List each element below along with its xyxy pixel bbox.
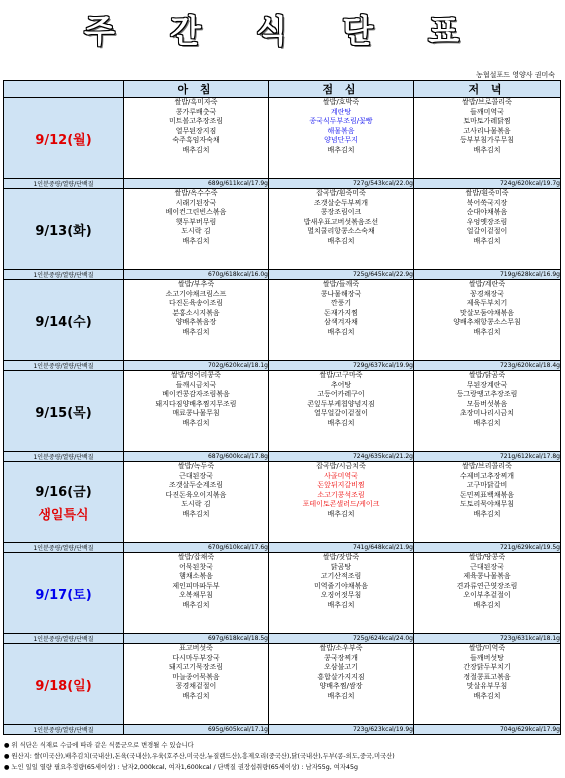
lunch-nutrition: 723g/623kcal/19.9g — [269, 725, 414, 735]
dish-item: 베이컨콩감자조림볶음 — [162, 390, 230, 399]
dish-item: 쌀밥/미역죽 — [468, 644, 506, 652]
dish-item: 미역줄기야채볶음 — [313, 581, 369, 590]
dish-item: 고등어카레구이 — [317, 390, 365, 399]
nutrition-row — [4, 634, 561, 644]
dish-item: 제육콩나물볶음 — [463, 572, 511, 581]
dish-item: 쌀밥/잣밥죽 — [322, 553, 360, 561]
dish-item: 쌀밥/멍어리콩죽 — [171, 371, 221, 379]
dinner-cell — [414, 553, 561, 634]
breakfast-nutrition: 687g/600kcal/17.8g — [124, 452, 269, 462]
dinner-cell — [414, 644, 561, 725]
dish-item: 마늘종어묵볶음 — [172, 672, 220, 681]
dish-item: 쌀밥/계란죽 — [468, 280, 506, 288]
dish-item: 다시마두부장국 — [172, 653, 220, 662]
lunch-nutrition: 741g/648kcal/21.9g — [269, 543, 414, 553]
breakfast-nutrition: 695g/605kcal/17.1g — [124, 725, 269, 735]
dish-item: 다진돈육오이지볶음 — [165, 490, 227, 499]
dish-item: 삼색겨자채 — [324, 318, 358, 327]
dish-item: 밥새우표고버섯볶음조선 — [303, 217, 379, 226]
dish-item: 배추김치 — [182, 418, 210, 427]
dish-item: 사골미역국 — [324, 471, 358, 480]
day-row — [4, 644, 561, 725]
day-cell — [4, 189, 124, 270]
dish-item: 배추김치 — [473, 327, 501, 336]
dish-item: 조갯살두순계조림 — [168, 481, 224, 490]
nutrition-row — [4, 270, 561, 280]
header-corner — [4, 81, 124, 98]
dish-item: 양념단무지 — [324, 136, 358, 145]
nutrition-row — [4, 543, 561, 553]
dish-item: 돈재가지찜 — [324, 308, 358, 317]
dish-item: 쌀밥/브리콜리죽 — [462, 462, 512, 470]
dish-item: 쌀밥/들깨죽 — [322, 280, 360, 288]
day-label: 9/18(일) — [35, 678, 92, 694]
breakfast-nutrition: 697g/618kcal/18.5g — [124, 634, 269, 644]
dish-item: 열무얼갈이겉절이 — [313, 409, 369, 418]
dish-item: 계란탕 — [330, 107, 352, 116]
dish-item: 우엉옛장조림 — [466, 217, 508, 226]
dish-item: 배추김치 — [473, 600, 501, 609]
page-title: 주 간 식 단 표 — [83, 12, 482, 50]
dish-item: 모듬버섯볶음 — [466, 399, 508, 408]
nutrition-row — [4, 179, 561, 189]
lunch-nutrition: 724g/635kcal/21.2g — [269, 452, 414, 462]
dinner-cell — [414, 98, 561, 179]
dish-item: 쌀밥/닭곰죽 — [468, 371, 506, 379]
breakfast-cell — [124, 462, 269, 543]
dish-item: 쌀밥/옥수수죽 — [174, 189, 218, 197]
dish-item: 다진돈육송이조림 — [168, 299, 224, 308]
dish-item: 쌀밥/녹두죽 — [177, 462, 215, 470]
dish-item: 근대된장국 — [179, 471, 213, 480]
dish-item: 쌀밥/브로콜리죽 — [462, 98, 512, 106]
dish-item: 양배추볶음장 — [175, 318, 217, 327]
breakfast-cell — [124, 98, 269, 179]
dish-item: 닭곰탕 — [330, 562, 352, 571]
dish-item: 제인피마파두부 — [172, 581, 220, 590]
lunch-nutrition: 725g/624kcal/24.0g — [269, 634, 414, 644]
header-lunch: 점 심 — [269, 81, 414, 98]
breakfast-nutrition: 702g/620kcal/18.1g — [124, 361, 269, 371]
dish-item: 고구마닭갈비 — [466, 481, 508, 490]
dish-item: 견과류연근엿장조림 — [456, 581, 518, 590]
dish-item: 배추김치 — [182, 600, 210, 609]
dinner-nutrition: 704g/629kcal/17.9g — [414, 725, 561, 735]
dish-item: 도토리묵야채무침 — [459, 500, 515, 509]
dish-item: 배추김치 — [327, 145, 355, 154]
lunch-nutrition: 725g/645kcal/22.9g — [269, 270, 414, 280]
dish-item: 오삼불고기 — [324, 663, 358, 672]
nutrition-row — [4, 725, 561, 735]
dish-item: 돼지다짐양배추찜지무조림 — [155, 399, 237, 408]
lunch-cell — [269, 98, 414, 179]
dinner-cell — [414, 462, 561, 543]
dish-item: 시래기된장국 — [175, 198, 217, 207]
dish-item: 쌀밥/흰죽미죽 — [465, 189, 509, 197]
dish-item: 양배추찜/쌈장 — [319, 682, 363, 691]
lunch-cell — [269, 644, 414, 725]
dinner-nutrition: 721g/612kcal/17.8g — [414, 452, 561, 462]
dish-item: 콩장조림이크 — [320, 208, 362, 217]
dish-item: 쌀밥/부추죽 — [177, 280, 215, 288]
dish-item: 배추김치 — [473, 236, 501, 245]
dish-item: 흥합살가지지짐 — [317, 672, 365, 681]
dish-item: 깐풍기 — [330, 299, 352, 308]
dish-item: 근대된장국 — [470, 562, 504, 571]
nutrition-label: 1인분중량/열량/단백질 — [4, 361, 124, 371]
dish-item: 들깨버섯탕 — [470, 653, 504, 662]
dish-item: 쌀밥/흑미자죽 — [174, 98, 218, 106]
dish-item: 소고기야채크림스프 — [165, 289, 227, 298]
nutrition-label: 1인분중량/열량/단백질 — [4, 543, 124, 553]
dish-item: 쌀밥/땅콩죽 — [468, 553, 506, 561]
dish-item: 멸치쿨리항콩소스숙채 — [307, 227, 375, 236]
dinner-cell — [414, 189, 561, 270]
nutrition-label: 1인분중량/열량/단백질 — [4, 270, 124, 280]
dish-item: 양배추채항콩소스무침 — [453, 318, 521, 327]
nutrition-row — [4, 361, 561, 371]
header-dinner: 저 녁 — [414, 81, 561, 98]
breakfast-nutrition: 689g/611kcal/17.9g — [124, 179, 269, 189]
meal-table-body — [4, 98, 561, 735]
dish-item: 배추김치 — [327, 327, 355, 336]
dish-item: 수제비고추장찌개 — [459, 471, 515, 480]
dish-item: 쌀밥/소우부죽 — [319, 644, 363, 652]
dish-item: 간장닭두부치기 — [463, 663, 511, 672]
day-label: 9/15(목) — [35, 405, 92, 421]
breakfast-cell — [124, 189, 269, 270]
day-label: 9/12(월) — [35, 132, 92, 148]
dish-item: 배추김치 — [473, 691, 501, 700]
dish-item: 오이부추겉절이 — [463, 591, 511, 600]
dish-item: 들깨미역국 — [470, 107, 504, 116]
day-event: 생일특식 — [38, 508, 89, 523]
dish-item: 제육두부치기 — [466, 299, 508, 308]
dish-item: 꽁경채겉절이 — [175, 682, 217, 691]
lunch-cell — [269, 371, 414, 452]
breakfast-cell — [124, 644, 269, 725]
dish-item: 배추김치 — [327, 600, 355, 609]
dish-item: 추어탕 — [330, 380, 352, 389]
dish-item: 배추김치 — [327, 509, 355, 518]
dish-item: 해물볶음 — [327, 126, 355, 135]
dish-item: 콩나물해장국 — [320, 289, 362, 298]
note-nutrition-guide: ● 노인 일일 열량 필요추정량(65세이상) : 남자2,000kcal, 여자1,600kcal / 단백질 권장섭취량(65세이상) : 남자55g, 여자45g — [4, 764, 358, 771]
nutrition-label: 1인분중량/열량/단백질 — [4, 634, 124, 644]
dinner-cell — [414, 280, 561, 361]
dish-item: 잡곡밥/시금치죽 — [316, 462, 366, 470]
dish-item: 북어쑥국지장 — [466, 198, 508, 207]
day-row — [4, 462, 561, 543]
dish-item: 햇두부버무림 — [175, 217, 217, 226]
breakfast-cell — [124, 553, 269, 634]
dish-item: 고사리나물볶음 — [463, 126, 511, 135]
dish-item: 배추김치 — [473, 418, 501, 427]
dish-item: 꽁경채장국 — [470, 289, 504, 298]
dish-item: 포테이토콘샐러드/케이크 — [302, 500, 380, 509]
dish-item: 콩국장찌개 — [324, 653, 358, 662]
dish-item: 종국식두부조림/꽃빵 — [309, 117, 373, 126]
dish-item: 배추김치 — [182, 691, 210, 700]
dish-item: 순대야채볶음 — [466, 208, 508, 217]
breakfast-nutrition: 670g/618kcal/16.0g — [124, 270, 269, 280]
lunch-nutrition: 729g/637kcal/19.9g — [269, 361, 414, 371]
dinner-nutrition: 724g/620kcal/19.7g — [414, 179, 561, 189]
lunch-cell — [269, 462, 414, 543]
dish-item: 맛살유부무침 — [466, 682, 508, 691]
lunch-cell — [269, 280, 414, 361]
dish-item: 정절콩표고볶음 — [463, 672, 511, 681]
header-breakfast: 아 침 — [124, 81, 269, 98]
dish-item: 돼지고기묵장조림 — [168, 663, 224, 672]
lunch-cell — [269, 189, 414, 270]
dish-item: 베이컨그린빈스볶음 — [165, 208, 227, 217]
dish-item: 조갯살순두부찌개 — [313, 198, 369, 207]
dish-item: 쌀밥/호박죽 — [322, 98, 360, 106]
day-label: 9/13(화) — [35, 223, 92, 239]
dish-item: 어묵된찻국 — [179, 562, 213, 571]
dish-item: 쌀밥/잡채죽 — [177, 553, 215, 561]
dish-item: 배추김치 — [182, 509, 210, 518]
dish-item: 오징어젓무침 — [320, 591, 362, 600]
dish-item: 소고기콩석조림 — [317, 490, 365, 499]
dinner-nutrition: 719g/628kcal/16.9g — [414, 270, 561, 280]
day-row — [4, 98, 561, 179]
dish-item: 콘잎두부케쳡양념지짐 — [307, 399, 375, 408]
dish-item: 오복채무침 — [179, 591, 213, 600]
author-line: 농협설포드 영양사 권미숙 — [476, 71, 555, 79]
nutrition-label: 1인분중량/열량/단백질 — [4, 452, 124, 462]
dish-item: 들깨시금치국 — [175, 380, 217, 389]
note-origin: ● 원산지: 쌀(미국산),배추김치(국내산),돈육(국내산),우육(호주산,미국산,뉴질랜드산),흥제오리(중국산),닭(국내산),두부(콩-외도,중국,미국산) — [4, 753, 395, 760]
dish-item: 햄채소볶음 — [179, 572, 213, 581]
day-cell — [4, 462, 124, 543]
day-label: 9/16(금) — [35, 485, 92, 500]
day-cell — [4, 371, 124, 452]
dish-item: 등부부침가루무침 — [459, 136, 515, 145]
dish-item: 분홍소시지볶음 — [172, 308, 220, 317]
header-row — [4, 81, 561, 98]
meal-table — [3, 80, 561, 735]
dish-item: 표고버섯죽 — [179, 644, 213, 652]
dinner-nutrition: 723g/631kcal/18.1g — [414, 634, 561, 644]
day-cell — [4, 98, 124, 179]
lunch-cell — [269, 553, 414, 634]
dish-item: 도시락 김 — [181, 227, 211, 236]
dish-item: 배추김치 — [473, 145, 501, 154]
day-row — [4, 553, 561, 634]
day-label: 9/14(수) — [35, 314, 92, 330]
nutrition-label: 1인분중량/열량/단백질 — [4, 179, 124, 189]
day-row — [4, 371, 561, 452]
dish-item: 배추김치 — [182, 236, 210, 245]
dish-item: 콩가루배춧국 — [175, 107, 217, 116]
day-cell — [4, 553, 124, 634]
dish-item: 고기산적조림 — [320, 572, 362, 581]
dish-item: 맛살모둠야채볶음 — [459, 308, 515, 317]
dish-item: 돈민찌표백채볶음 — [459, 490, 515, 499]
dish-item: 초장미나리시금치 — [459, 409, 515, 418]
dish-item: 숙주흑임자숙채 — [172, 136, 220, 145]
day-cell — [4, 280, 124, 361]
dish-item: 배추김치 — [182, 145, 210, 154]
note-substitution: ● 위 식단은 식재료 수급에 따라 같은 식품군으로 변경될 수 있습니다 — [4, 742, 194, 749]
day-label: 9/17(토) — [35, 587, 92, 603]
dish-item: 열무된장지짐 — [175, 126, 217, 135]
nutrition-label: 1인분중량/열량/단백질 — [4, 725, 124, 735]
dish-item: 배추김치 — [327, 418, 355, 427]
dish-item: 돈앞뒤지갈비찜 — [317, 481, 365, 490]
dinner-cell — [414, 371, 561, 452]
dish-item: 토마토가레닭찜 — [463, 117, 511, 126]
dinner-nutrition: 721g/629kcal/19.5g — [414, 543, 561, 553]
dish-item: 배추김치 — [327, 691, 355, 700]
dish-item: 도시락 김 — [181, 500, 211, 509]
dinner-nutrition: 723g/620kcal/18.4g — [414, 361, 561, 371]
dish-item: 잡곡밥/흰죽미죽 — [316, 189, 366, 197]
dish-item: 얼갈이겉절이 — [466, 227, 508, 236]
breakfast-cell — [124, 371, 269, 452]
dish-item: 미트볼고추장조림 — [168, 117, 224, 126]
day-row — [4, 189, 561, 270]
day-cell — [4, 644, 124, 725]
dish-item: 배추김치 — [473, 509, 501, 518]
breakfast-cell — [124, 280, 269, 361]
breakfast-nutrition: 670g/610kcal/17.6g — [124, 543, 269, 553]
day-row — [4, 280, 561, 361]
footnotes — [4, 740, 564, 773]
dish-item: 등그랑땡고추장조림 — [456, 390, 518, 399]
nutrition-row — [4, 452, 561, 462]
dish-item: 배추김치 — [182, 327, 210, 336]
dish-item: 배추김치 — [327, 236, 355, 245]
dish-item: 무된장계란국 — [466, 380, 508, 389]
dish-item: 쌀밥/고구마죽 — [319, 371, 363, 379]
dish-item: 매료콩나물무침 — [172, 409, 220, 418]
lunch-nutrition: 727g/543kcal/22.0g — [269, 179, 414, 189]
